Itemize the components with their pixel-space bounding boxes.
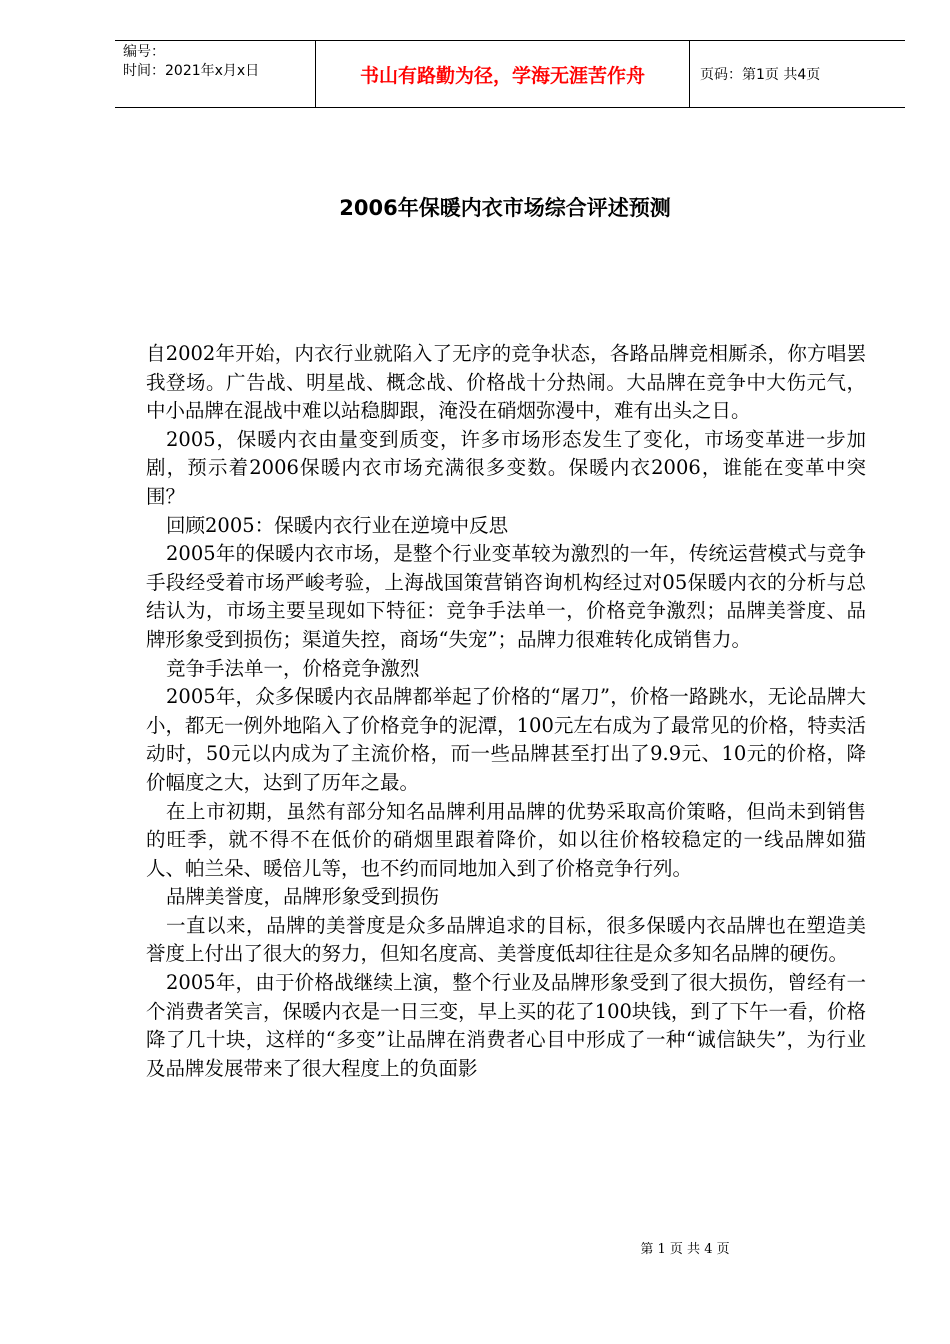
time-label: 时间：2021年x月x日	[123, 63, 260, 79]
document-title: 2006年保暖内衣市场综合评述预测	[339, 196, 671, 220]
page-header	[115, 40, 905, 108]
section-heading: 回顾2005：保暖内衣行业在逆境中反思	[166, 513, 509, 537]
paragraph: 2005年，由于价格战继续上演，整个行业及品牌形象受到了很大损伤，曾经有一个消费者笑言，保暖内衣是一日三变，早上买的花了100块钱，到了下午一看，价格降了几十块，这样的“多变”让品牌在消费者心目中形成了一种“诚信缺失”，为行业及品牌发展带来了很大程度上的负面影	[146, 971, 866, 1080]
header-page-info: 页码：第1页 共4页	[700, 67, 821, 83]
number-label: 编号：	[123, 44, 165, 60]
header-meta	[115, 41, 316, 107]
paragraph: 2005年的保暖内衣市场，是整个行业变革较为激烈的一年，传统运营模式与竞争手段经受着市场严峻考验，上海战国策营销咨询机构经过对05保暖内衣的分析与总结认为，市场主要呈现如下特征：竞争手法单一，价格竞争激烈；品牌美誉度、品牌形象受到损伤；渠道失控，商场“失宠”；品牌力很难转化成销售力。	[146, 542, 866, 651]
header-motto: 书山有路勤为径，学海无涯苦作舟	[316, 41, 690, 107]
page-footer: 第 1 页 共 4 页	[640, 1242, 730, 1257]
section-heading: 品牌美誉度，品牌形象受到损伤	[166, 885, 440, 909]
document-body	[146, 340, 866, 1083]
paragraph: 2005年，众多保暖内衣品牌都举起了价格的“屠刀”，价格一路跳水，无论品牌大小，都无一例外地陷入了价格竞争的泥潭，100元左右成为了最常见的价格，特卖活动时，50元以内成为了主流价格，而一些品牌甚至打出了9.9元、10元的价格，降价幅度之大，达到了历年之最。	[146, 685, 866, 794]
paragraph: 2005，保暖内衣由量变到质变，许多市场形态发生了变化，市场变革进一步加剧，预示着2006保暖内衣市场充满很多变数。保暖内衣2006，谁能在变革中突围？	[146, 427, 866, 508]
section-heading: 竞争手法单一，价格竞争激烈	[166, 656, 420, 680]
paragraph: 一直以来，品牌的美誉度是众多品牌追求的目标，很多保暖内衣品牌也在塑造美誉度上付出了很大的努力，但知名度高、美誉度低却往往是众多知名品牌的硬伤。	[146, 913, 866, 966]
paragraph: 在上市初期，虽然有部分知名品牌利用品牌的优势采取高价策略，但尚未到销售的旺季，就不得不在低价的硝烟里跟着降价，如以往价格较稳定的一线品牌如猫人、帕兰朵、暖倍儿等，也不约而同地加入到了价格竞争行列。	[146, 799, 866, 880]
paragraph: 自2002年开始，内衣行业就陷入了无序的竞争状态，各路品牌竞相厮杀，你方唱罢我登场。广告战、明星战、概念战、价格战十分热闹。大品牌在竞争中大伤元气，中小品牌在混战中难以站稳脚跟，淹没在硝烟弥漫中，难有出头之日。	[146, 342, 866, 423]
